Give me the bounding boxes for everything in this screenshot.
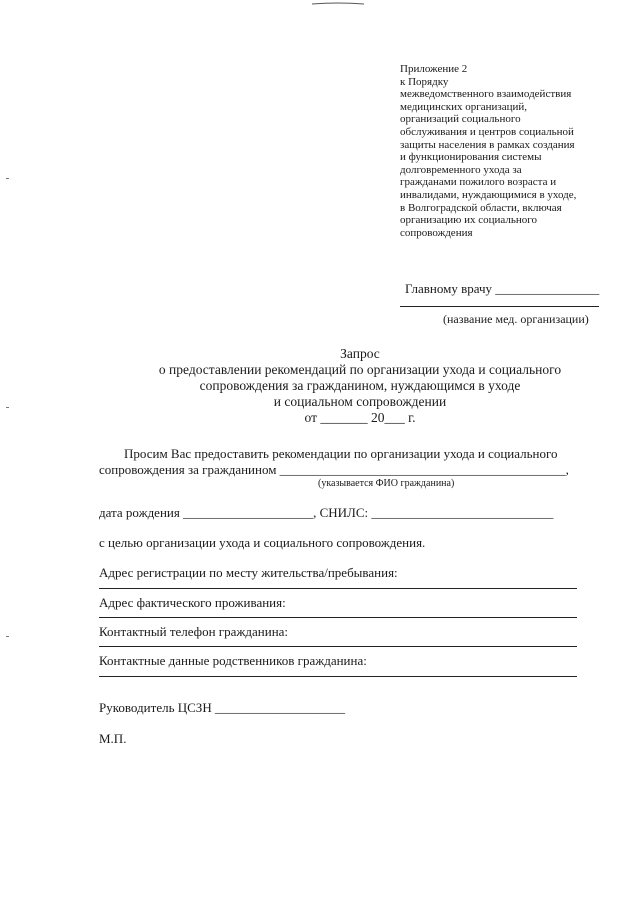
actual-address-blank xyxy=(99,617,577,618)
title-line: сопровождения за гражданином, нуждающимся в уходе xyxy=(199,378,521,393)
appendix-line: инвалидами, нуждающимися в уходе, xyxy=(400,188,577,201)
appendix-line: межведомственного взаимодействия xyxy=(400,88,572,101)
scan-dot xyxy=(6,178,9,179)
appendix-note xyxy=(400,63,600,239)
appendix-line: Приложение 2 xyxy=(400,63,468,75)
appendix-line: организацию их социального xyxy=(400,214,538,227)
appendix-line: защиты населения в рамках создания xyxy=(400,138,575,151)
title-line: и социальном сопровождении xyxy=(273,394,447,409)
appendix-line: гражданами пожилого возраста и xyxy=(400,176,557,189)
phone-label: Контактный телефон гражданина: xyxy=(99,624,289,639)
phone-blank xyxy=(99,646,577,647)
appendix-line: сопровождения xyxy=(400,226,473,239)
birth-snils-line: дата рождения ____________________, СНИЛС: ____________________________ xyxy=(99,505,554,520)
appendix-line: организаций социального xyxy=(400,113,521,126)
reg-address-label: Адрес регистрации по месту жительства/пребывания: xyxy=(99,565,398,580)
appendix-line: долговременного ухода за xyxy=(400,163,522,176)
head-signature-line: Руководитель ЦСЗН ____________________ xyxy=(99,700,345,715)
title-line: о предоставлении рекомендаций по организации ухода и социального xyxy=(158,362,562,377)
appendix-line: и функционирования системы xyxy=(400,151,542,164)
scan-mark-top xyxy=(312,2,364,5)
fio-hint: (указывается ФИО гражданина) xyxy=(318,478,455,489)
title-date: от _______ 20___ г. xyxy=(304,410,416,425)
scan-dot xyxy=(6,407,9,408)
appendix-line: обслуживания и центров социальной xyxy=(400,125,574,138)
title-heading: Запрос xyxy=(340,346,380,361)
seal-label: М.П. xyxy=(99,731,127,746)
purpose-line: с целью организации ухода и социального сопровождения. xyxy=(99,535,426,550)
request-text-line2: сопровождения за гражданином ____________________________________________, xyxy=(99,462,569,477)
addressee-org-hint: (название мед. организации) xyxy=(443,312,589,326)
scan-dot xyxy=(6,636,9,637)
appendix-line: к Порядку xyxy=(400,75,449,88)
reg-address-blank xyxy=(99,588,577,589)
request-text-line1: Просим Вас предоставить рекомендации по организации ухода и социального xyxy=(124,446,558,461)
appendix-line: в Волгоградской области, включая xyxy=(400,201,562,214)
addressee-chief-doctor: Главному врачу ________________ xyxy=(405,281,600,296)
relatives-label: Контактные данные родственников гражданина: xyxy=(99,653,367,668)
relatives-blank xyxy=(99,676,577,677)
appendix-line: медицинских организаций, xyxy=(400,100,528,113)
addressee-blank-line xyxy=(400,306,599,307)
request-title xyxy=(110,346,610,426)
actual-address-label: Адрес фактического проживания: xyxy=(99,595,286,610)
